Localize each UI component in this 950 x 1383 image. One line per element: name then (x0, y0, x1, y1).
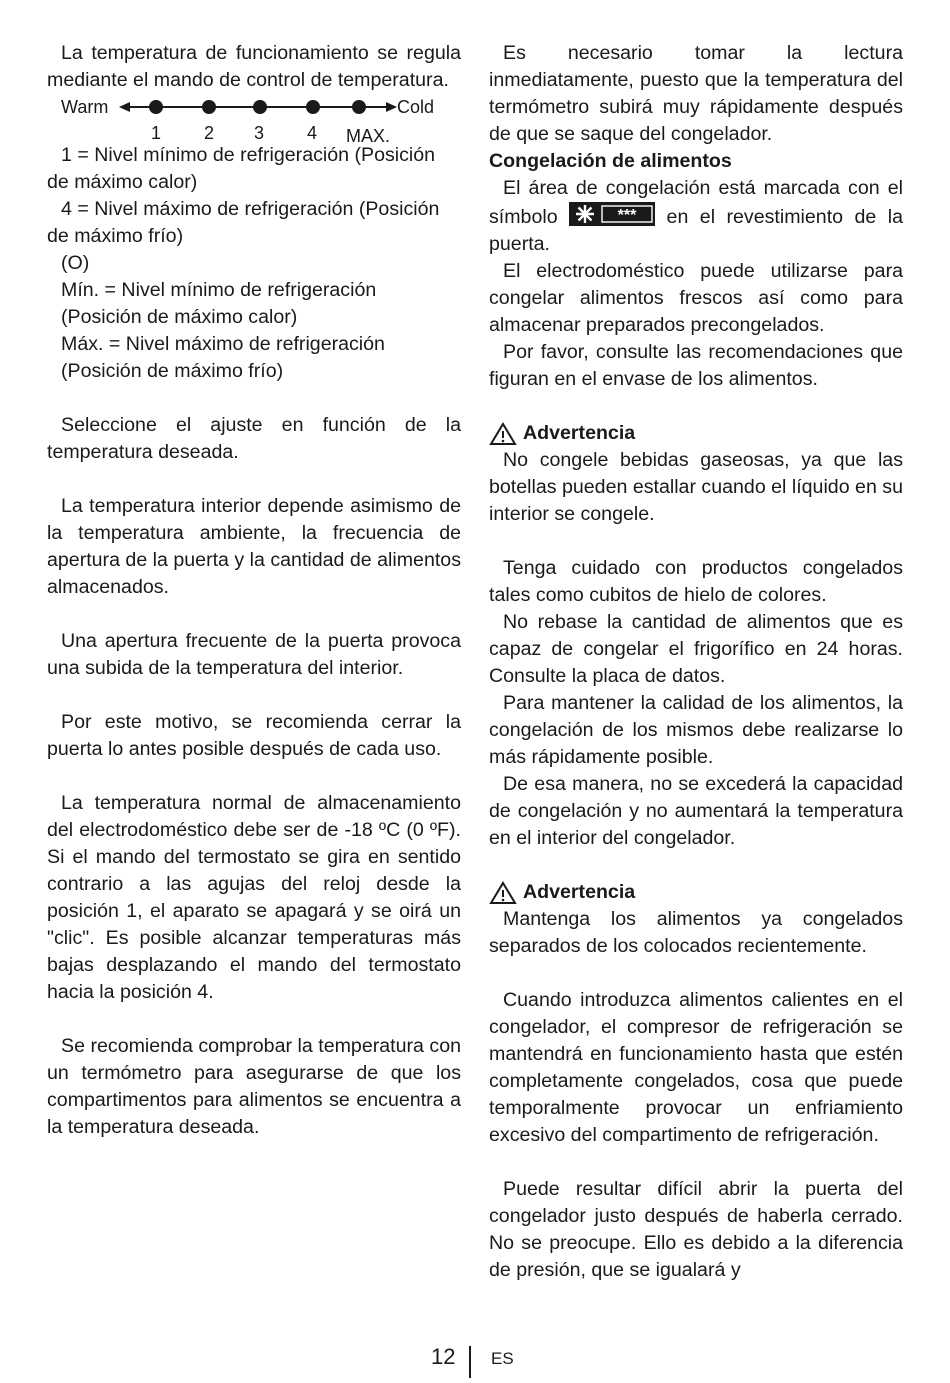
interior-temperature-paragraph: La temperatura interior depende asimismo de la temperatura ambiente, la frecuencia de apertura de la puerta y la cantidad de alimentos almacenados. (47, 495, 461, 598)
capacity-exceed-paragraph: De esa manera, no se excederá la capacidad de congelación y no aumentará la temperatura en el interior del congelador. (489, 773, 903, 849)
warning-2-title: Advertencia (523, 881, 636, 903)
close-door-paragraph: Por este motivo, se recomienda cerrar la puerta lo antes posible después de cada uso. (47, 711, 461, 760)
normal-temperature-paragraph: La temperatura normal de almacenamiento del electrodoméstico debe ser de -18 ºC (0 ºF). Si el mando del termostato se gira en sentido contrario a las agujas del reloj desde la posición 1, el aparato se apagará y se oirá un "clic". Es posible alcanzar temperaturas más bajas desplazando el mando del termostato hacia la posición 4. (47, 792, 461, 1003)
right-column (489, 40, 903, 1284)
max-level-text: Máx. = Nivel máximo de refrigeración (61, 333, 385, 355)
scale-line-icon (119, 98, 397, 118)
intro-paragraph: La temperatura de funcionamiento se regula mediante el mando de control de temperatura. (47, 42, 461, 91)
hot-food-paragraph: Cuando introduzca alimentos calientes en el congelador, el compresor de refrigeración se mantendrá en funcionamiento hasta que estén completamente congelados, cosa que puede temporalmente provocar un enfriamiento excesivo del compartimento de refrigeración. (489, 989, 903, 1146)
select-setting-paragraph: Seleccione el ajuste en función de la temperatura deseada. (47, 414, 461, 463)
max-level-position-text: (Posición de máximo frío) (61, 360, 284, 382)
symbol-text-before: El área de congelación está marcada con el símbolo (489, 177, 903, 228)
appliance-use-paragraph: El electrodoméstico puede utilizarse para congelar alimentos frescos así como para almacenar preparados precongelados. (489, 260, 903, 336)
warning-2-text: Mantenga los alimentos ya congelados separados de los colocados recientemente. (489, 908, 903, 957)
temperature-scale (47, 98, 461, 150)
thermometer-paragraph: Se recomienda comprobar la temperatura con un termómetro para asegurarse de que los compartimentos para alimentos se encuentra a la temperatura deseada. (47, 1035, 461, 1138)
svg-text:***: *** (617, 207, 637, 224)
scale-cold-label: Cold (397, 97, 435, 117)
warning-2-heading (489, 879, 903, 906)
level-1-text: 1 = Nivel mínimo de refrigeración (Posición de máximo calor) (47, 144, 436, 193)
scale-warm-label: Warm (61, 97, 109, 117)
warning-1-heading (489, 420, 903, 447)
page-number: 12 (431, 1344, 456, 1369)
warning-triangle-icon (489, 422, 517, 446)
scale-number-4: 4 (307, 123, 318, 143)
scale-number-1: 1 (151, 123, 162, 143)
footer-divider (469, 1346, 471, 1378)
or-text: (O) (61, 252, 90, 274)
freezer-symbol-paragraph (489, 175, 903, 258)
recommendations-paragraph: Por favor, consulte las recomendaciones que figuran en el envase de los alimentos. (489, 341, 903, 390)
freezing-capacity-paragraph: No rebase la cantidad de alimentos que es capaz de congelar el frigorífico en 24 horas. Consulte la placa de datos. (489, 611, 903, 687)
scale-number-3: 3 (254, 123, 265, 143)
warning-1-title: Advertencia (523, 422, 636, 444)
symbol-text-after: en el revestimiento de la puerta. (489, 206, 903, 255)
warning-triangle-icon (489, 881, 517, 905)
min-level-text: Mín. = Nivel mínimo de refrigeración (61, 279, 377, 301)
colored-ice-paragraph: Tenga cuidado con productos congelados tales como cubitos de hielo de colores. (489, 557, 903, 606)
door-opening-paragraph: Una apertura frecuente de la puerta provoca una subida de la temperatura del interior. (47, 630, 461, 679)
scale-max-label: MAX. (346, 126, 391, 146)
door-pressure-paragraph: Puede resultar difícil abrir la puerta del congelador justo después de haberla cerrado. No se preocupe. Ello es debido a la diferencia de presión, que se igualará y (489, 1178, 903, 1281)
language-code: ES (491, 1349, 514, 1368)
reading-paragraph: Es necesario tomar la lectura inmediatamente, puesto que la temperatura del termómetro subirá muy rápidamente después de que se saque del congelador. (489, 42, 903, 145)
freezer-star-symbol-icon (569, 202, 655, 226)
left-column (47, 40, 461, 1141)
page-footer (0, 1344, 950, 1380)
food-quality-paragraph: Para mantener la calidad de los alimentos, la congelación de los mismos debe realizarse lo más rápidamente posible. (489, 692, 903, 768)
min-level-position-text: (Posición de máximo calor) (61, 306, 298, 328)
freezing-heading: Congelación de alimentos (489, 150, 732, 172)
scale-number-2: 2 (204, 123, 215, 143)
warning-1-text: No congele bebidas gaseosas, ya que las botellas pueden estallar cuando el líquido en su interior se congele. (489, 449, 903, 525)
level-4-text: 4 = Nivel máximo de refrigeración (Posición de máximo frío) (47, 198, 440, 247)
